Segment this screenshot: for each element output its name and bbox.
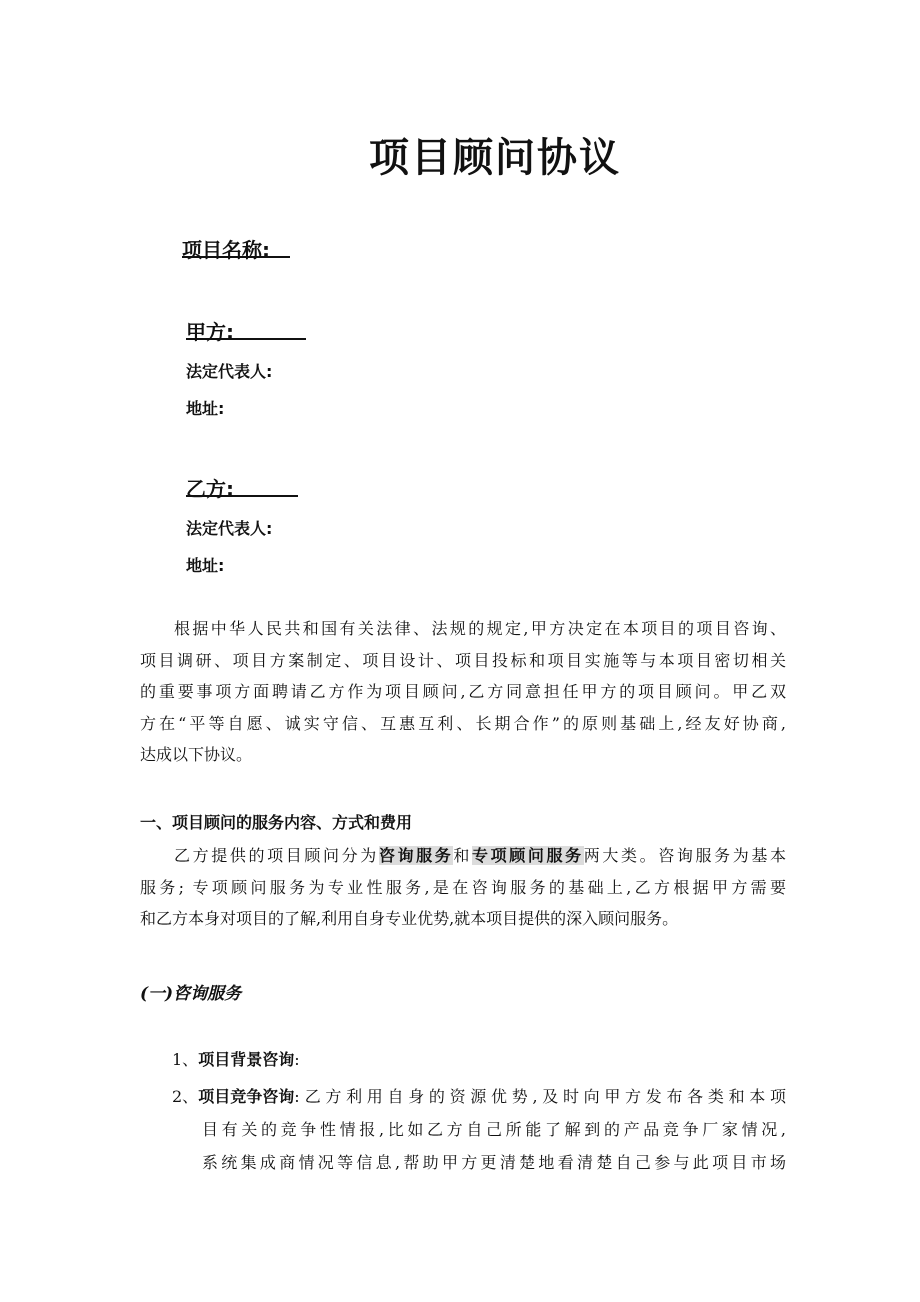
party-a-label: 甲方: bbox=[186, 316, 306, 340]
list-item-text: 乙方利用自身的资源优势,及时向甲方发布各类和本项 bbox=[304, 1087, 786, 1106]
intro-line: 的重要事项方面聘请乙方作为项目顾问,乙方同意担任甲方的项目顾问。甲乙双 bbox=[140, 682, 786, 701]
party-a-heading bbox=[186, 316, 306, 344]
special-advisory-term: 专项顾问服务 bbox=[471, 846, 584, 865]
intro-line: 方在“平等自愿、诚实守信、互惠互利、长期合作”的原则基础上,经友好协商, bbox=[140, 713, 786, 733]
list-item-separator: : bbox=[294, 1050, 300, 1069]
project-name-label: 项目名称: bbox=[182, 234, 290, 258]
intro-paragraph bbox=[140, 613, 786, 771]
list-item-term: 项目竞争咨询 bbox=[198, 1087, 295, 1106]
party-b-heading bbox=[186, 473, 298, 501]
section-1-text: 两大类。咨询服务为基本 bbox=[583, 846, 786, 865]
list-item-text: 系统集成商情况等信息,帮助甲方更清楚地看清楚自己参与此项目市场 bbox=[202, 1153, 786, 1172]
list-item-separator: : bbox=[294, 1087, 300, 1106]
intro-line: 根据中华人民共和国有关法律、法规的规定,甲方决定在本项目的项目咨询、 bbox=[174, 619, 786, 638]
intro-line: 项目调研、项目方案制定、项目设计、项目投标和项目实施等与本项目密切相关 bbox=[140, 650, 786, 670]
section-1-paragraph bbox=[140, 840, 786, 935]
party-b-label: 乙方: bbox=[186, 473, 298, 497]
consulting-service-term: 咨询服务 bbox=[378, 846, 454, 865]
section-1-text: 和 bbox=[453, 846, 472, 865]
section-1-heading: 一、项目顾问的服务内容、方式和费用 bbox=[140, 813, 413, 832]
list-item-number: 2、 bbox=[172, 1087, 199, 1106]
party-a-rep-label: 法定代表人: bbox=[186, 362, 273, 381]
section-1-line bbox=[140, 840, 786, 872]
list-item-text: 目有关的竞争性情报,比如乙方自己所能了解到的产品竞争厂家情况, bbox=[202, 1120, 786, 1139]
list-item-number: 1、 bbox=[172, 1050, 199, 1069]
list-item-term: 项目背景咨询 bbox=[198, 1050, 295, 1069]
list-item bbox=[172, 1047, 300, 1070]
project-name-field bbox=[182, 234, 290, 262]
list-item bbox=[172, 1080, 786, 1179]
party-b-address-label: 地址: bbox=[186, 556, 225, 575]
section-1-line: 和乙方本身对项目的了解,利用自身专业优势,就本项目提供的深入顾问服务。 bbox=[140, 909, 679, 928]
list-item-first-line bbox=[172, 1080, 786, 1113]
party-b-rep-label: 法定代表人: bbox=[186, 519, 273, 538]
section-1-text: 乙方提供的项目顾问分为 bbox=[174, 846, 379, 865]
section-1-line: 服务; 专项顾问服务为专业性服务,是在咨询服务的基础上,乙方根据甲方需要 bbox=[140, 877, 786, 897]
intro-line: 达成以下协议。 bbox=[140, 745, 253, 764]
party-a-address-label: 地址: bbox=[186, 399, 225, 418]
subsection-1-heading: (一)咨询服务 bbox=[140, 984, 242, 1004]
document-title: 项目顾问协议 bbox=[369, 135, 621, 181]
